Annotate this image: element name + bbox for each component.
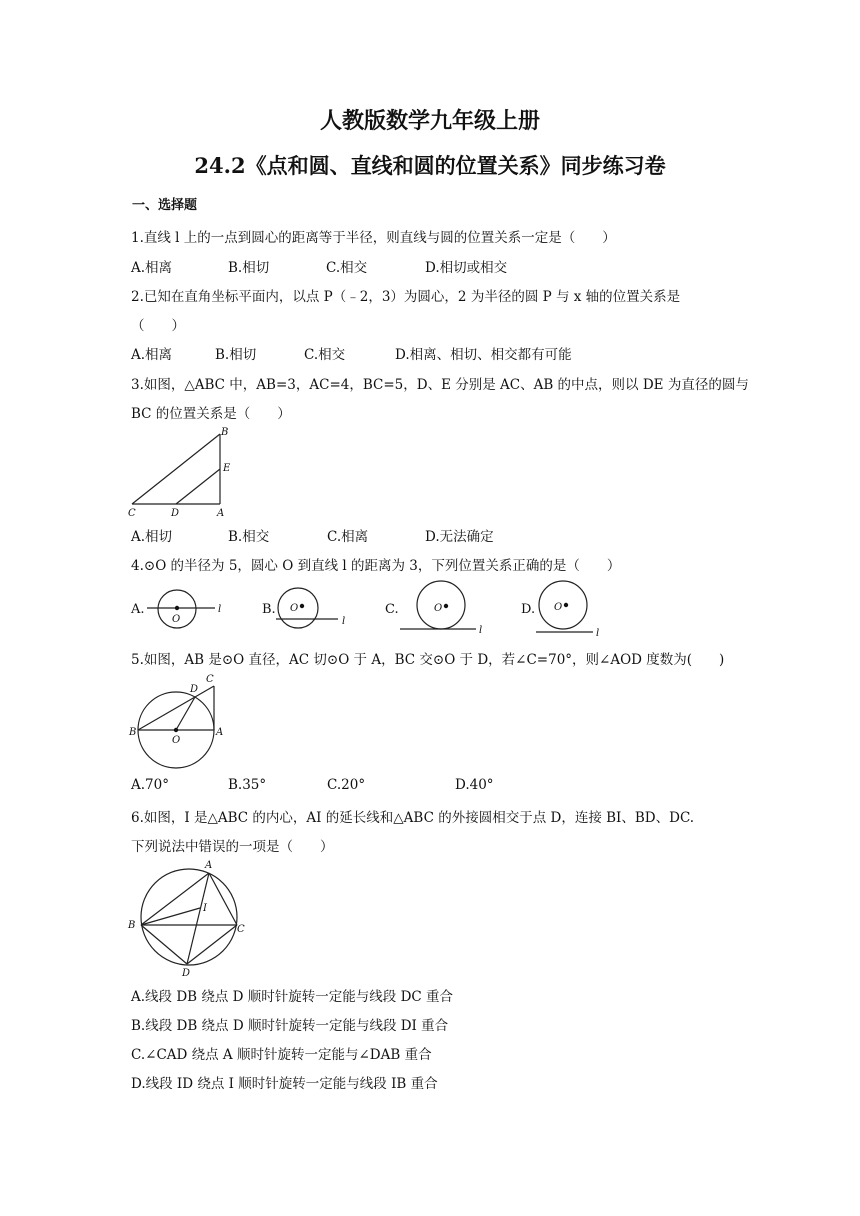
page-title: 人教版数学九年级上册: [319, 108, 540, 134]
option-b: B.35°: [228, 777, 267, 793]
option-a: A.70°: [131, 777, 169, 793]
option-a: A.相离: [131, 260, 173, 276]
label-c: C: [128, 508, 136, 519]
q4-option-b-figure: [276, 586, 356, 634]
question-6-option-c: C.∠CAD 绕点 A 顺时针旋转一定能与∠DAB 重合: [131, 1047, 432, 1063]
q4-option-d-label: D.: [521, 602, 536, 617]
label-a: A: [216, 727, 224, 738]
option-c: C.相交: [304, 347, 346, 363]
option-c: C.20°: [327, 777, 366, 793]
label-d: D: [190, 684, 199, 695]
question-2-text: 2.已知在直角坐标平面内，以点 P（﹣2，3）为圆心，2 为半径的圆 P 与 x 轴的位置关系是: [131, 289, 681, 305]
label-b: B: [221, 427, 229, 438]
center-label: O: [554, 602, 563, 613]
question-6-option-d: D.线段 ID 绕点 I 顺时针旋转一定能与线段 IB 重合: [131, 1076, 438, 1092]
question-1-text: 1.直线 l 上的一点到圆心的距离等于半径，则直线与圆的位置关系一定是（ ）: [131, 230, 616, 246]
q4-option-c-figure: [398, 580, 493, 636]
line-label: l: [479, 625, 483, 636]
option-d: D.相离、相切、相交都有可能: [395, 347, 572, 363]
label-b: B: [129, 727, 137, 738]
label-d: D: [171, 508, 180, 519]
center-label: O: [434, 603, 443, 614]
question-2-text-cont: （ ）: [131, 318, 185, 334]
question-6-option-a: A.线段 DB 绕点 D 顺时针旋转一定能与线段 DC 重合: [131, 989, 454, 1005]
label-c: C: [206, 674, 214, 685]
label-e: E: [223, 463, 231, 474]
label-d: D: [182, 968, 191, 979]
page-subtitle: 24.2《点和圆、直线和圆的位置关系》同步练习卷: [194, 153, 666, 178]
q4-option-b-label: B.: [262, 602, 276, 617]
q6-circle-figure: [125, 860, 260, 980]
option-c: C.相交: [326, 260, 368, 276]
label-c: C: [237, 924, 245, 935]
question-6-option-b: B.线段 DB 绕点 D 顺时针旋转一定能与线段 DI 重合: [131, 1018, 449, 1034]
question-6-text-cont: 下列说法中错误的一项是（ ）: [131, 839, 334, 855]
center-label: O: [172, 614, 181, 625]
line-label: l: [596, 628, 600, 639]
option-c: C.相离: [327, 529, 369, 545]
option-b: B.相交: [228, 529, 270, 545]
question-4-text: 4.⊙O 的半径为 5，圆心 O 到直线 l 的距离为 3，下列位置关系正确的是（ ）: [131, 558, 621, 574]
option-b: B.相切: [215, 347, 257, 363]
center-label: O: [290, 603, 299, 614]
q5-circle-figure: [125, 670, 240, 775]
question-3-text: 3.如图，△ABC 中，AB=3，AC=4，BC=5，D、E 分别是 AC、AB 的中点，则以 DE 为直径的圆与: [131, 377, 749, 393]
q4-option-d-figure: [535, 578, 615, 638]
question-3-text-cont: BC 的位置关系是（ ）: [131, 406, 291, 422]
q4-option-a-label: A.: [131, 602, 145, 617]
question-5-text: 5.如图，AB 是⊙O 直径，AC 切⊙O 于 A，BC 交⊙O 于 D，若∠C=70°，则∠AOD 度数为( ): [131, 652, 725, 668]
option-d: D.40°: [455, 777, 494, 793]
q4-option-c-label: C.: [385, 602, 399, 617]
q4-option-a-figure: [145, 588, 235, 633]
option-d: D.无法确定: [425, 529, 494, 545]
label-a: A: [205, 860, 213, 871]
line-label: l: [218, 604, 222, 615]
label-i: I: [203, 903, 207, 914]
label-o: O: [172, 735, 181, 746]
label-b: B: [128, 920, 136, 931]
option-b: B.相切: [228, 260, 270, 276]
option-a: A.相离: [131, 347, 173, 363]
section-heading: 一、选择题: [132, 198, 198, 213]
question-6-text: 6.如图，I 是△ABC 的内心，AI 的延长线和△ABC 的外接圆相交于点 D，连接 BI、BD、DC.: [131, 810, 695, 826]
label-a: A: [217, 508, 225, 519]
option-d: D.相切或相交: [425, 260, 508, 276]
line-label: l: [342, 616, 346, 627]
option-a: A.相切: [131, 529, 173, 545]
q3-triangle-figure: [125, 425, 245, 520]
